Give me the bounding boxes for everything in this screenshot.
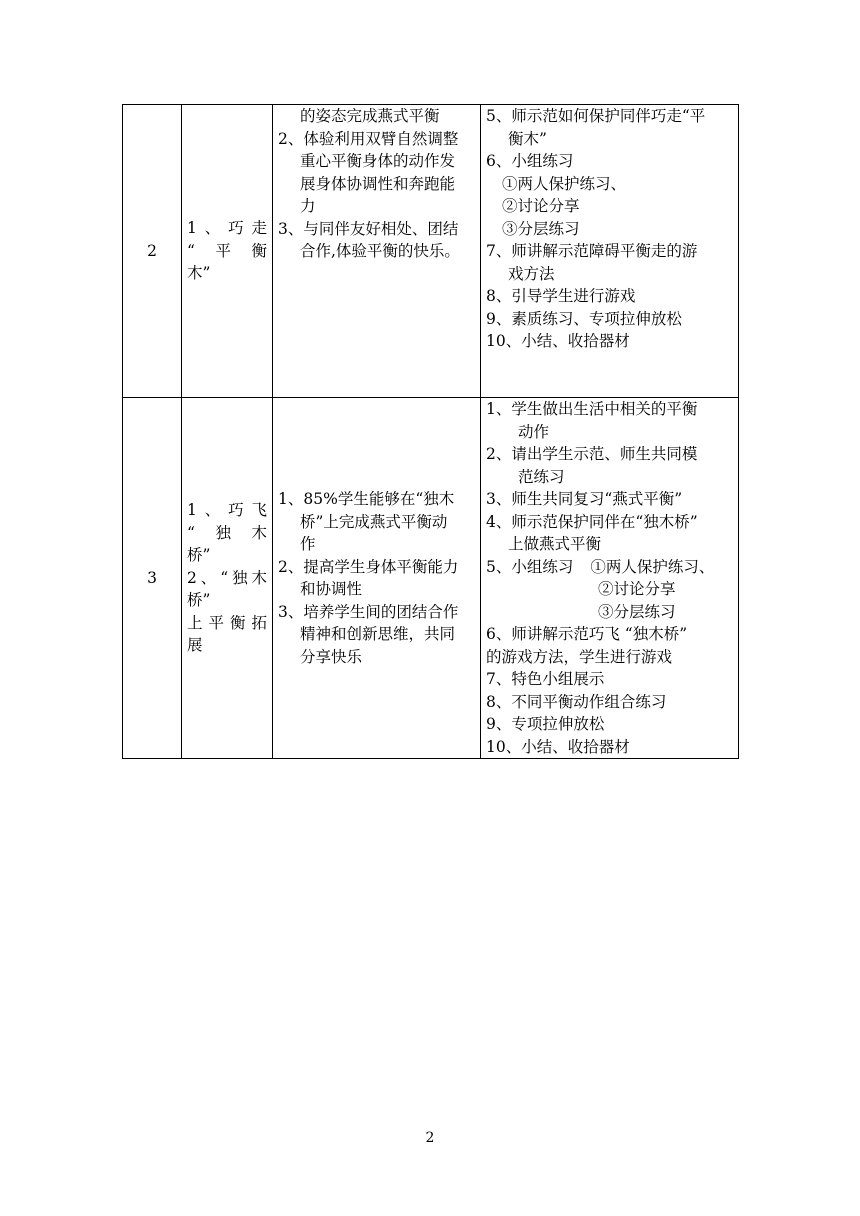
lesson-number: 3 [147,568,157,587]
process-line: ①两人保护练习、 [502,174,627,193]
objective-line: 作 [300,535,316,553]
lesson-number-cell [123,398,182,759]
process-line: 8、不同平衡动作组合练习 [486,692,667,711]
content-line: 桥” [187,546,211,565]
process-cell [481,105,739,398]
process-line: ②讨论分享 [598,580,676,598]
table-row [123,105,739,398]
objectives-cell [273,105,481,398]
content-line: 2、“独木 [187,568,267,587]
lesson-plan-table [122,104,739,759]
content-line: 1、巧飞 [187,501,267,520]
content-line: 展 [187,636,203,655]
process-line: ③分层练习 [502,219,580,238]
content-line: 1、巧走 [187,219,267,238]
lesson-number-cell [123,105,182,398]
process-line: ②讨论分享 [502,197,580,215]
process-line: 8、引导学生进行游戏 [486,287,636,305]
content-cell [182,398,273,759]
objectives-cell [273,398,481,759]
objective-line: 分享快乐 [300,647,363,666]
process-line [486,556,733,579]
page-number: 2 [425,1130,435,1146]
objective-line: 精神和创新思维，共同 [300,625,456,643]
process-line: 上做燕式平衡 [508,535,602,553]
process-line: 7、特色小组展示 [486,670,605,688]
objective-line: 3、与同伴友好相处、团结 [278,219,459,238]
process-line: 7、师讲解示范障碍平衡走的游 [486,242,698,260]
objective-line: 的姿态完成燕式平衡 [300,107,440,125]
process-line: 4、师示范保护同伴在“独木桥” [486,512,698,531]
process-line: 戏方法 [508,264,555,283]
process-line: 2、请出学生示范、师生共同模 [486,445,698,463]
process-line: 10、小结、收拾器材 [486,332,630,350]
process-line: 的游戏方法，学生进行游戏 [486,647,673,666]
objective-line: 合作,体验平衡的快乐。 [300,242,460,260]
process-line: 3、师生共同复习“燕式平衡” [486,490,683,508]
objective-line: 3、培养学生间的团结合作 [278,602,459,621]
content-line: “平衡 [187,241,267,260]
process-line: ③分层练习 [598,602,676,621]
process-line: 10、小结、收拾器材 [486,737,630,756]
process-line: 5、师示范如何保护同伴巧走“平 [486,107,706,125]
table-row [123,398,739,759]
content-cell [182,105,273,398]
objective-line: 重心平衡身体的动作发 [300,152,456,170]
process-line: 6、师讲解示范巧飞 “独木桥” [486,625,688,643]
objective-line: 展身体协调性和奔跑能 [300,174,456,193]
objective-line: 和协调性 [300,580,363,598]
process-line: 衡木” [508,129,547,148]
content-line: 上平衡拓 [187,613,267,632]
process-line: 9、素质练习、专项拉伸放松 [486,309,682,328]
process-cell [481,398,739,759]
content-line: “独木 [187,523,267,542]
content-line: 桥” [187,591,211,610]
process-line: 9、专项拉伸放松 [486,715,605,733]
process-line: 1、学生做出生活中相关的平衡 [486,400,698,418]
process-subitem: ①两人保护练习、 [590,557,715,576]
lesson-number: 2 [147,241,157,260]
objective-line: 2、体验利用双臂自然调整 [278,129,459,148]
process-line: 动作 [518,422,550,441]
objective-line: 桥”上完成燕式平衡动 [300,512,448,531]
process-line: 6、小组练习 [486,152,574,170]
process-line: 范练习 [518,467,565,486]
content-line: 木” [187,264,211,283]
objective-line: 2、提高学生身体平衡能力 [278,557,459,576]
objective-line: 1、85%学生能够在“独木 [278,490,455,508]
objective-line: 力 [300,197,316,215]
process-group-label: 5、小组练习 [486,557,574,576]
